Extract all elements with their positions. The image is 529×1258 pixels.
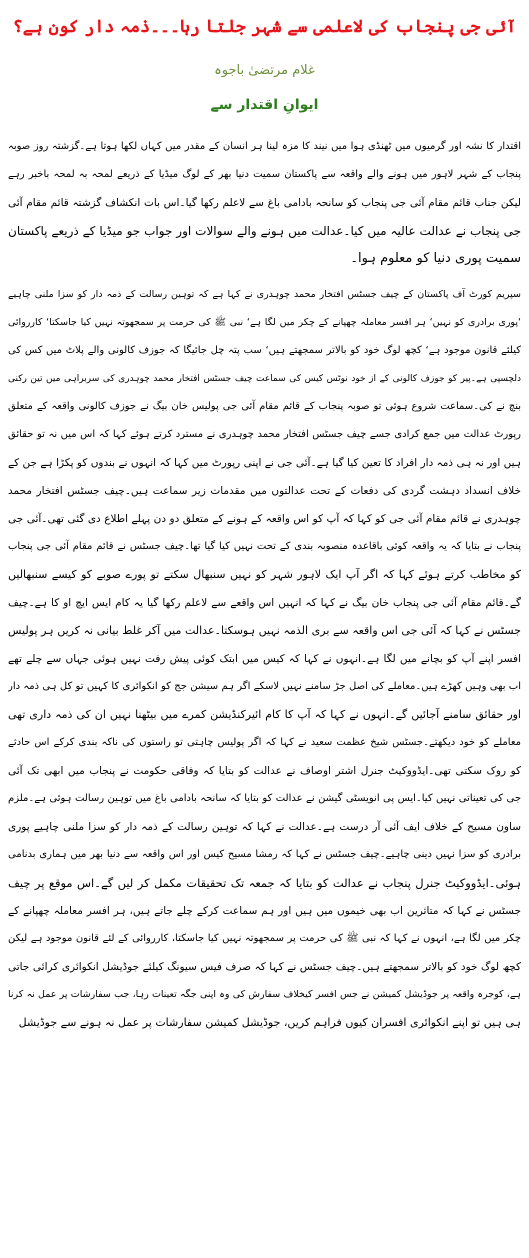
paragraph-line: گے۔قائم مقام آئی جی پنجاب خان بیگ نے کہا کہ انہیں اس واقعے سے لاعلم رکھا گیا یہ کام ایس ایچ او کا ہے۔چیف bbox=[8, 597, 521, 609]
paragraph-line: کو مخاطب کرتے ہوئے کہا کہ اگر آپ ایک لاہور شہر کو نہیں سنبھال سکتے تو پورے صوبے کو کیسے سنبھالیں bbox=[8, 568, 521, 581]
paragraph-line: رپورٹ عدالت میں جمع کرادی جسے چیف جسٹس افتخار محمد چوہدری نے مسترد کرتے ہوئے کہا کہ اس میں نہ تو حقائق bbox=[8, 429, 521, 440]
paragraph-line: اب بھی وہیں کھڑے ہیں۔معاملے کی اصل جڑ سامنے نہیں لاسکے اگر ہم سیشن جج کو انکوائری کا کہیں تو کل ہی ذمہ دار bbox=[8, 681, 521, 692]
paragraph-line: دلچسپی ہے۔پیر کو جوزف کالونی کے از خود نوٹس کیس کی سماعت چیف جسٹس افتخار محمد چوہدری کی سربراہی میں تین رکنی bbox=[8, 374, 521, 384]
section-label: ایوانِ اقتدار سے bbox=[210, 97, 319, 113]
article-body bbox=[8, 133, 521, 1037]
paragraph-line: سپریم کورٹ آف پاکستان کے چیف جسٹس افتخار محمد چوہدری نے کہا ہے کہ توہین رسالت کے ذمہ دار کو سزا ملنی چاہیے bbox=[8, 289, 521, 300]
paragraph-line: اقتدار کا نشہ اور گرمیوں میں ٹھنڈی ہوا میں نیند کا مزہ لینا ہر انسان کے مقدر میں کہاں لکھا ہوتا ہے۔گزشتہ روز صوبہ bbox=[8, 141, 521, 152]
paragraph-line: سمیت پوری دنیا کو معلوم ہوا۔ bbox=[350, 251, 521, 266]
paragraph-line: پنجاب کے شہر لاہور میں ہونے والے واقعہ سے پاکستان سمیت دنیا بھر کے لوگ میڈیا کے ذریعے لمحہ بہ لمحہ باخبر رہے bbox=[8, 169, 521, 180]
byline: غلام مرتضیٰ باجوہ bbox=[214, 63, 315, 78]
headline: آئی جی پنجاب کی لاعلمی سے شہر جلتا رہا۔۔۔ذمہ دار کون ہے؟ bbox=[12, 17, 517, 37]
paragraph-line: معاملے کو خود دیکھتے۔جسٹس شیخ عظمت سعید نے کہا کہ اگر پولیس چاہتی تو راستوں کی ناکہ بندی کرکے اس حادثے bbox=[8, 737, 521, 748]
paragraph-line: ہیں اور نہ ہی ذمہ دار افراد کا تعین کیا گیا ہے۔آئی جی نے اپنی رپورٹ میں کہا کہ انہوں نے بندوں کو پکڑا ہے جن کے bbox=[8, 457, 521, 469]
paragraph-line: ‘پوری برادری کو نہیں‘ ہر افسر معاملہ چھپانے کے چکر میں لگا ہے‘ نبی ﷺ کی حرمت پر سمجھوتہ نہیں کیا جاسکتا‘ کارروائی bbox=[8, 317, 521, 328]
paragraph-line: پنجاب نے بتایا کہ یہ واقعہ کوئی باقاعدہ منصوبہ بندی کے تحت نہیں کیا گیا تھا۔چیف جسٹس نے قائم مقام آئی جی پنجاب bbox=[8, 541, 521, 552]
paragraph-line: ہی ہیں تو اپنے انکوائری افسران کیوں فراہم کریں، جوڈیشل کمیشن سفارشات پر عمل نہ ہونے سے جوڈیشل bbox=[18, 1016, 521, 1029]
paragraph-line: ہوئی۔ایڈووکیٹ جنرل پنجاب نے عدالت کو بتایا کہ جمعہ تک تحقیقات مکمل کر لیں گے۔اس موقع پر چیف bbox=[8, 876, 521, 890]
paragraph-line: چوہدری نے قائم مقام آئی جی کو کہا کہ آپ کو اس واقعہ کے ہونے کے متعلق دو دن پہلے اطلاع دی گئی تھی۔آئی جی bbox=[8, 513, 521, 525]
paragraph-line: ساون مسیح کے خلاف ایف آئی آر درست ہے۔عدالت نے کہا کہ توہین رسالت کے ذمہ دار کو سزا ملنی چاہیے پوری bbox=[8, 821, 521, 833]
paragraph-line: جسٹس نے کہا کہ آئی جی اس واقعہ سے بری الذمہ نہیں ہوسکتا۔عدالت میں آکر غلط بیانی نہ کریں ہر پولیس bbox=[8, 624, 521, 637]
paragraph-line: جسٹس نے کہا کہ متاثرین اب بھی خیموں میں ہیں اور ہم سماعت کرکے چلے جاتے ہیں، ہر افسر معاملہ چھپانے کے bbox=[8, 905, 521, 917]
paragraph-gap bbox=[8, 273, 521, 281]
paragraph-line: افسر اپنے آپ کو بچانے میں لگا ہے۔انہوں نے کہا کہ کیس میں ابتک کوئی پیش رفت نہیں ہوئی جہاں سے چلے تھے bbox=[8, 653, 521, 665]
paragraph-line: بنچ نے کی۔سماعت شروع ہوئی تو صوبہ پنجاب کے قائم مقام آئی جی پولیس خان بیگ نے جوزف کالونی واقعہ کے متعلق bbox=[8, 401, 521, 412]
paragraph-line: جی کی تعیناتی نہیں کیا۔ایس پی انویسٹی گیشن نے عدالت کو بتایا کہ سانحہ بادامی باغ میں توہین رسالت ہوئی ہے۔ملزم bbox=[8, 793, 521, 804]
paragraph-line: چکر میں لگا ہے، انہوں نے کہا کہ نبی ﷺ کی حرمت پر سمجھوتہ نہیں کیا جاسکتا، کارروائی کے لئے قانون موجود ہے لیکن bbox=[8, 933, 521, 944]
paragraph-line: کو روک سکتی تھی۔ایڈووکیٹ جنرل اشتر اوصاف نے عدالت کو بتایا کہ وفاقی حکومت نے پنجاب میں ابھی تک آئی bbox=[8, 765, 521, 777]
paragraph-line: کیلئے قانون موجود ہے‘ کچھ لوگ خود کو بالاتر سمجھتے ہیں‘ سب پتہ چل جائیگا کہ جوزف کالونی والے پلاٹ میں کس کی bbox=[8, 345, 521, 356]
paragraph-line: کچھ لوگ خود کو بالاتر سمجھتے ہیں۔چیف جسٹس نے کہا کہ صرف فیس سیونگ کیلئے جوڈیشل انکوائری کرائی جاتی bbox=[8, 961, 521, 973]
paragraph-line: ہے، کوجرہ واقعہ پر جوڈیشل کمیشن نے جس افسر کیخلاف سفارش کی وہ اپنی جگہ تعینات رہا، جب سفارشات پر عمل نہ کرنا bbox=[8, 989, 521, 1000]
paragraph-line: لیکن جناب قائم مقام آئی جی پنجاب کو سانحہ بادامی باغ سے لاعلم رکھا گیا۔اس بات انکشاف گزشتہ قائم مقام آئی bbox=[8, 197, 521, 209]
paragraph-line: برادری کو سزا نہیں دینی چاہیے۔چیف جسٹس نے کہا کہ رمشا مسیح کیس اور اس واقعہ سے دنیا بھر میں ہماری بدنامی bbox=[8, 849, 521, 860]
paragraph-line: جی پنجاب نے عدالت عالیہ میں کیا۔عدالت میں ہونے والے سوالات اور جواب جو میڈیا کے ذریعے پاکستان bbox=[8, 224, 521, 238]
paragraph-line: خلاف انسداد دہشت گردی کی دفعات کے تحت عدالتوں میں مقدمات زیر سماعت ہیں۔چیف جسٹس افتخار محمد bbox=[8, 485, 521, 497]
paragraph-line: اور حقائق سامنے آجائیں گے۔انہوں نے کہا کہ آپ کا کام ائیرکنڈیشن کمرے میں بیٹھنا نہیں ان کی ذمہ داری تھی bbox=[8, 708, 521, 721]
